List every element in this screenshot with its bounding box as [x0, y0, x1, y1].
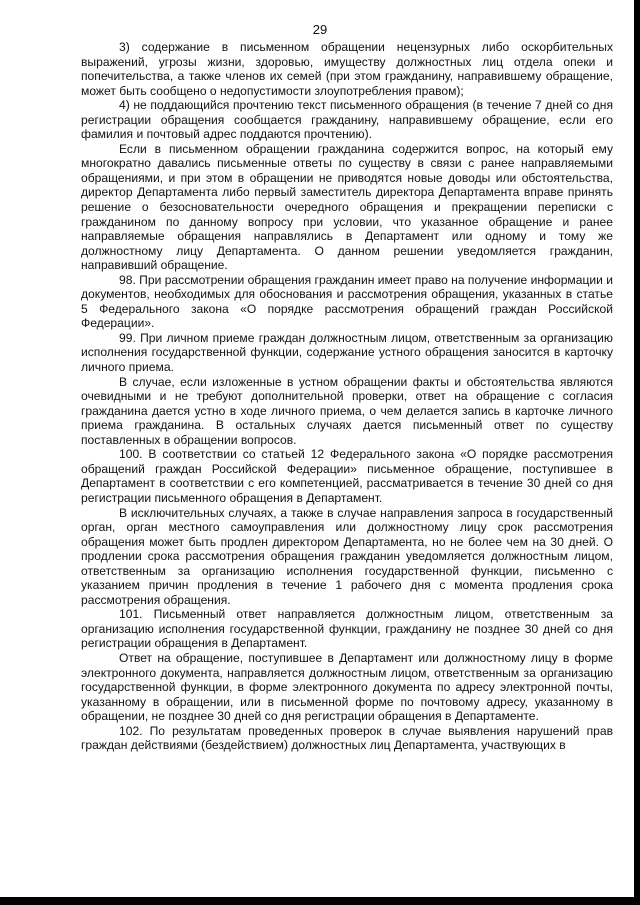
paragraph-electronic-reply: Ответ на обращение, поступившее в Департамент или должностному лицу в форме электронного документа, направляется должностным лицом, ответственным за организацию государственной функции, в форме электронного документа по адресу электронной почты, указанному в обращении, или в письменной форме по почтовому адресу, указанному в обращении, не позднее 30 дней со дня регистрации обращения в Департаменте. [81, 650, 613, 724]
paragraph-99: 99. При личном приеме граждан должностным лицом, ответственным за организацию исполнения государственной функции, содержание устного обращения заносится в карточку личного приема. [81, 330, 613, 375]
paragraph-100: 100. В соответствии со статьей 12 Федерального закона «О порядке рассмотрения обращений граждан Российской Федерации» письменное обращение, поступившее в Департамент в соответствии с его компетенцией, рассматривается в течение 30 дней со дня регистрации письменного обращения в Департамент. [81, 447, 613, 505]
page-number: 29 [312, 22, 328, 37]
paragraph-oral-appeal: В случае, если изложенные в устном обращении факты и обстоятельства являются очевидными и не требуют дополнительной проверки, ответ на обращение с согласия гражданина дается устно в ходе личного приема, о чем делается запись в карточке личного приема гражданина. В остальных случаях дается письменный ответ по существу поставленных в обращении вопросов. [81, 374, 613, 447]
scan-edge-right [634, 0, 640, 905]
document-body [81, 40, 613, 753]
paragraph-repeated-appeal: Если в письменном обращении гражданина содержится вопрос, на который ему многократно давались письменные ответы по существу в связи с ранее направляемыми обращениями, и при этом в обращении не приводятся новые доводы или обстоятельства, директор Департамента либо первый заместитель директора Департамента вправе принять решение о безосновательности очередного обращения и прекращении переписки с гражданином по данному вопросу при условии, что указанное обращение и ранее направляемые обращения направлялись в Департамент или одному и тому же должностному лицу Департамента. О данном решении уведомляется гражданин, направивший обращение. [81, 141, 613, 273]
paragraph-item-3-profanity: 3) содержание в письменном обращении нецензурных либо оскорбительных выражений, угрозы жизни, здоровью, имуществу должностных лиц отдела опеки и попечительства, а также членов их семей (при этом гражданину, направившему обращение, может быть сообщено о недопустимости злоупотребления правом); [81, 40, 613, 98]
paragraph-98: 98. При рассмотрении обращения гражданин имеет право на получение информации и документов, необходимых для обоснования и рассмотрения обращения, указанных в статье 5 Федерального закона «О порядке рассмотрения обращений граждан Российской Федерации». [81, 272, 614, 331]
paragraph-extension: В исключительных случаях, а также в случае направления запроса в государственный орган, орган местного самоуправления или должностному лицу срок рассмотрения обращения может быть продлен директором Департамента, но не более чем на 30 дней. О продлении срока рассмотрения обращения гражданин уведомляется должностным лицом, ответственным за организацию исполнения государственной функции, письменно с указанием причин продления в течение 1 рабочего дня с момента продления срока рассмотрения обращения. [81, 505, 613, 607]
paragraph-102: 102. По результатам проведенных проверок в случае выявления нарушений прав граждан действиями (бездействием) должностных лиц Департамента, участвующих в [81, 723, 613, 753]
paragraph-101: 101. Письменный ответ направляется должностным лицом, ответственным за организацию исполнения государственной функции, гражданину не позднее 30 дней со дня регистрации обращения в Департамент. [81, 607, 613, 651]
paragraph-item-4-illegible: 4) не поддающийся прочтению текст письменного обращения (в течение 7 дней со дня регистрации обращения сообщается гражданину, направившему обращение, если его фамилия и почтовый адрес поддаются прочтению). [81, 98, 613, 142]
scan-edge-bottom [0, 897, 640, 905]
